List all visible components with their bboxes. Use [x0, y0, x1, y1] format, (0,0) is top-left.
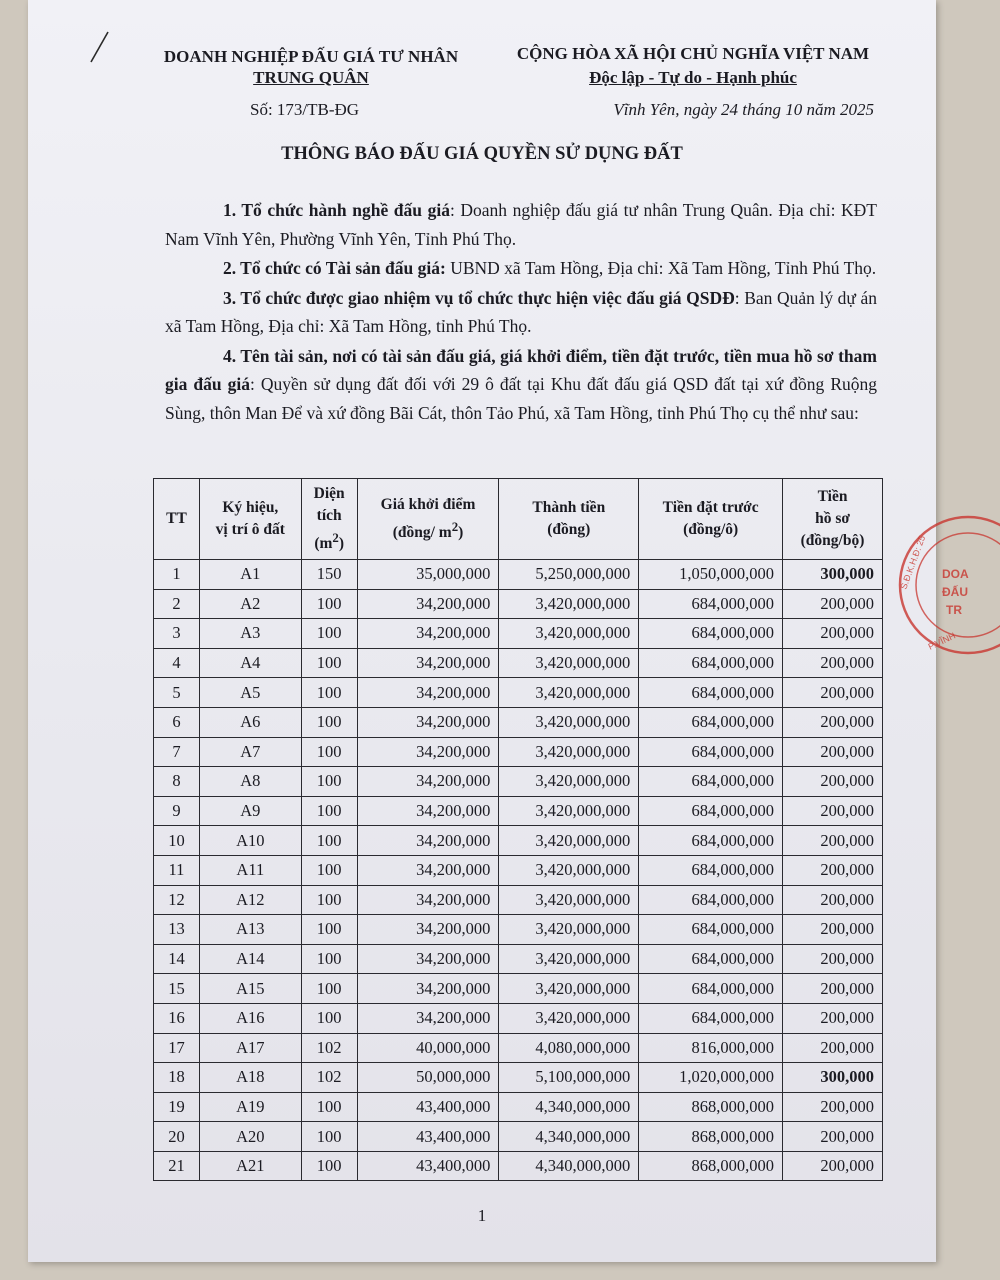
cell-deposit: 868,000,000 [639, 1151, 783, 1181]
cell-code: A9 [199, 796, 301, 826]
cell-tt: 7 [154, 737, 200, 767]
cell-area: 100 [301, 826, 357, 856]
cell-code: A13 [199, 915, 301, 945]
cell-deposit: 684,000,000 [639, 885, 783, 915]
cell-deposit: 868,000,000 [639, 1092, 783, 1122]
cell-total: 4,340,000,000 [499, 1151, 639, 1181]
cell-area: 100 [301, 1003, 357, 1033]
cell-code: A4 [199, 648, 301, 678]
cell-area: 102 [301, 1033, 357, 1063]
section-2: 2. Tổ chức có Tài sản đấu giá: UBND xã Tam Hồng, Địa chỉ: Xã Tam Hồng, Tỉnh Phú Thọ. [223, 258, 877, 278]
cell-tt: 15 [154, 974, 200, 1004]
cell-area: 100 [301, 707, 357, 737]
organization-name-line2: TRUNG QUÂN [253, 68, 369, 87]
cell-total: 3,420,000,000 [499, 648, 639, 678]
cell-code: A6 [199, 707, 301, 737]
organization-name: DOANH NGHIỆP ĐẤU GIÁ TƯ NHÂN [163, 47, 459, 66]
cell-total: 3,420,000,000 [499, 885, 639, 915]
cell-deposit: 684,000,000 [639, 826, 783, 856]
cell-fee: 200,000 [783, 974, 883, 1004]
cell-tt: 18 [154, 1063, 200, 1093]
cell-code: A1 [199, 560, 301, 590]
cell-start-price: 34,200,000 [357, 944, 499, 974]
cell-tt: 14 [154, 944, 200, 974]
cell-area: 100 [301, 944, 357, 974]
cell-tt: 6 [154, 707, 200, 737]
cell-code: A2 [199, 589, 301, 619]
cell-area: 100 [301, 648, 357, 678]
table-row [154, 974, 883, 1004]
cell-fee: 200,000 [783, 678, 883, 708]
cell-start-price: 35,000,000 [357, 560, 499, 590]
section-4: 4. Tên tài sản, nơi có tài sản đấu giá, giá khởi điểm, tiền đặt trước, tiền mua hồ sơ tham gia đấu giá: Quyền sử dụng đất đối với 29 ô đất tại Khu đất đấu giá QSD đất tại xứ đồng Ruộng Sùng, thôn Man Để và xứ đồng Bãi Cát, thôn Tảo Phú, xã Tam Hồng, tỉnh Phú Thọ cụ thể như sau: [165, 345, 877, 423]
cell-area: 100 [301, 796, 357, 826]
cell-fee: 200,000 [783, 915, 883, 945]
table-row [154, 855, 883, 885]
cell-code: A17 [199, 1033, 301, 1063]
cell-deposit: 684,000,000 [639, 589, 783, 619]
cell-start-price: 34,200,000 [357, 648, 499, 678]
table-row [154, 678, 883, 708]
cell-deposit: 1,020,000,000 [639, 1063, 783, 1093]
cell-fee: 200,000 [783, 1033, 883, 1063]
cell-start-price: 50,000,000 [357, 1063, 499, 1093]
table-row [154, 560, 883, 590]
cell-tt: 2 [154, 589, 200, 619]
cell-fee: 200,000 [783, 619, 883, 649]
svg-text:P.VĨNH: P.VĨNH [926, 630, 958, 652]
table-row [154, 1033, 883, 1063]
cell-tt: 20 [154, 1122, 200, 1152]
svg-text:S.Đ.K.H.Đ: 25: S.Đ.K.H.Đ: 25 [898, 534, 928, 591]
cell-fee: 200,000 [783, 855, 883, 885]
cell-deposit: 1,050,000,000 [639, 560, 783, 590]
svg-text:DOA: DOA [942, 567, 969, 581]
document-title: THÔNG BÁO ĐẤU GIÁ QUYỀN SỬ DỤNG ĐẤT [281, 144, 683, 164]
cell-area: 100 [301, 589, 357, 619]
cell-code: A7 [199, 737, 301, 767]
cell-tt: 19 [154, 1092, 200, 1122]
place-date: Vĩnh Yên, ngày 24 tháng 10 năm 2025 [613, 100, 874, 119]
cell-tt: 8 [154, 767, 200, 797]
cell-total: 4,340,000,000 [499, 1122, 639, 1152]
cell-fee: 200,000 [783, 648, 883, 678]
table-body [154, 560, 883, 1181]
organization-header [138, 46, 484, 88]
col-header-tt: TT [154, 479, 200, 560]
cell-tt: 1 [154, 560, 200, 590]
section-3: 3. Tổ chức được giao nhiệm vụ tổ chức thực hiện việc đấu giá QSDĐ: Ban Quản lý dự án xã Tam Hồng, Địa chỉ: Xã Tam Hồng, tỉnh Phú Thọ. [165, 287, 877, 336]
cell-code: A16 [199, 1003, 301, 1033]
cell-tt: 16 [154, 1003, 200, 1033]
cell-start-price: 34,200,000 [357, 915, 499, 945]
cell-total: 3,420,000,000 [499, 589, 639, 619]
cell-tt: 21 [154, 1151, 200, 1181]
cell-fee: 200,000 [783, 767, 883, 797]
table-row [154, 589, 883, 619]
cell-total: 3,420,000,000 [499, 915, 639, 945]
col-header-total: Thành tiền (đồng) [499, 479, 639, 560]
cell-start-price: 34,200,000 [357, 1003, 499, 1033]
cell-fee: 200,000 [783, 707, 883, 737]
cell-deposit: 684,000,000 [639, 767, 783, 797]
cell-start-price: 34,200,000 [357, 826, 499, 856]
table-row [154, 648, 883, 678]
cell-start-price: 34,200,000 [357, 619, 499, 649]
cell-fee: 200,000 [783, 944, 883, 974]
cell-code: A20 [199, 1122, 301, 1152]
cell-total: 3,420,000,000 [499, 707, 639, 737]
cell-start-price: 34,200,000 [357, 855, 499, 885]
cell-code: A10 [199, 826, 301, 856]
cell-total: 3,420,000,000 [499, 974, 639, 1004]
table-row [154, 915, 883, 945]
cell-deposit: 684,000,000 [639, 1003, 783, 1033]
document-page [28, 0, 969, 1262]
cell-deposit: 684,000,000 [639, 619, 783, 649]
cell-code: A14 [199, 944, 301, 974]
table-row [154, 1092, 883, 1122]
cell-start-price: 43,400,000 [357, 1151, 499, 1181]
cell-total: 4,080,000,000 [499, 1033, 639, 1063]
land-plot-table [153, 478, 883, 1181]
cell-code: A3 [199, 619, 301, 649]
cell-area: 100 [301, 737, 357, 767]
national-title: CỘNG HÒA XÃ HỘI CHỦ NGHĨA VIỆT NAM [516, 44, 870, 63]
cell-code: A5 [199, 678, 301, 708]
svg-text:ĐẤU: ĐẤU [942, 585, 968, 599]
col-header-deposit: Tiền đặt trước (đồng/ô) [639, 479, 783, 560]
svg-text:TR: TR [946, 603, 962, 617]
cell-start-price: 34,200,000 [357, 796, 499, 826]
cell-tt: 5 [154, 678, 200, 708]
cell-code: A11 [199, 855, 301, 885]
cell-total: 3,420,000,000 [499, 796, 639, 826]
cell-start-price: 34,200,000 [357, 974, 499, 1004]
cell-total: 3,420,000,000 [499, 826, 639, 856]
cell-fee: 200,000 [783, 1151, 883, 1181]
cell-tt: 10 [154, 826, 200, 856]
col-header-area: Diện tích $(m^2)$ [301, 479, 357, 560]
national-motto: Độc lập - Tự do - Hạnh phúc [589, 68, 797, 87]
cell-deposit: 684,000,000 [639, 707, 783, 737]
col-header-start-price: Giá khởi điểm (đồng/ $m^2$) [357, 479, 499, 560]
cell-start-price: 34,200,000 [357, 678, 499, 708]
cell-area: 100 [301, 915, 357, 945]
table-header-row [154, 479, 883, 560]
pen-stroke-mark [88, 30, 110, 64]
cell-deposit: 684,000,000 [639, 974, 783, 1004]
cell-start-price: 34,200,000 [357, 885, 499, 915]
cell-start-price: 34,200,000 [357, 589, 499, 619]
table-row [154, 1063, 883, 1093]
cell-code: A21 [199, 1151, 301, 1181]
cell-deposit: 684,000,000 [639, 737, 783, 767]
cell-total: 3,420,000,000 [499, 678, 639, 708]
cell-tt: 13 [154, 915, 200, 945]
cell-code: A12 [199, 885, 301, 915]
cell-area: 100 [301, 1122, 357, 1152]
table-row [154, 885, 883, 915]
cell-start-price: 40,000,000 [357, 1033, 499, 1063]
cell-total: 3,420,000,000 [499, 619, 639, 649]
table-row [154, 707, 883, 737]
cell-fee: 200,000 [783, 1092, 883, 1122]
cell-total: 4,340,000,000 [499, 1092, 639, 1122]
cell-deposit: 684,000,000 [639, 648, 783, 678]
cell-total: 3,420,000,000 [499, 944, 639, 974]
cell-deposit: 684,000,000 [639, 796, 783, 826]
cell-fee: 200,000 [783, 589, 883, 619]
cell-code: A15 [199, 974, 301, 1004]
cell-fee: 200,000 [783, 885, 883, 915]
cell-tt: 11 [154, 855, 200, 885]
cell-start-price: 34,200,000 [357, 767, 499, 797]
cell-total: 3,420,000,000 [499, 1003, 639, 1033]
cell-deposit: 684,000,000 [639, 855, 783, 885]
cell-area: 100 [301, 619, 357, 649]
cell-deposit: 684,000,000 [639, 678, 783, 708]
table-row [154, 767, 883, 797]
cell-tt: 4 [154, 648, 200, 678]
cell-code: A8 [199, 767, 301, 797]
table-row [154, 737, 883, 767]
col-header-code: Ký hiệu, vị trí ô đất [199, 479, 301, 560]
table-row [154, 1003, 883, 1033]
cell-start-price: 34,200,000 [357, 707, 499, 737]
cell-fee: 200,000 [783, 826, 883, 856]
table-row [154, 1151, 883, 1181]
cell-area: 100 [301, 974, 357, 1004]
cell-fee: 200,000 [783, 1122, 883, 1152]
cell-total: 5,100,000,000 [499, 1063, 639, 1093]
page-number: 1 [477, 1206, 487, 1225]
cell-start-price: 43,400,000 [357, 1092, 499, 1122]
cell-fee: 300,000 [783, 1063, 883, 1093]
cell-start-price: 34,200,000 [357, 737, 499, 767]
cell-fee: 200,000 [783, 796, 883, 826]
cell-deposit: 868,000,000 [639, 1122, 783, 1152]
cell-fee: 200,000 [783, 1003, 883, 1033]
table-row [154, 1122, 883, 1152]
cell-area: 100 [301, 885, 357, 915]
table-row [154, 796, 883, 826]
document-number: Số: 173/TB-ĐG [250, 100, 360, 119]
table-row [154, 826, 883, 856]
cell-area: 150 [301, 560, 357, 590]
red-seal-stamp [890, 500, 1000, 670]
cell-tt: 3 [154, 619, 200, 649]
cell-fee: 200,000 [783, 737, 883, 767]
table-row [154, 944, 883, 974]
national-header [488, 42, 898, 90]
cell-area: 100 [301, 678, 357, 708]
section-1: 1. Tổ chức hành nghề đấu giá: Doanh nghiệp đấu giá tư nhân Trung Quân. Địa chỉ: KĐT Nam Vĩnh Yên, Phường Vĩnh Yên, Tỉnh Phú Thọ. [165, 200, 878, 249]
cell-total: 3,420,000,000 [499, 737, 639, 767]
cell-area: 100 [301, 767, 357, 797]
cell-area: 102 [301, 1063, 357, 1093]
cell-total: 3,420,000,000 [499, 855, 639, 885]
cell-deposit: 684,000,000 [639, 944, 783, 974]
cell-start-price: 43,400,000 [357, 1122, 499, 1152]
cell-area: 100 [301, 1151, 357, 1181]
cell-deposit: 816,000,000 [639, 1033, 783, 1063]
cell-deposit: 684,000,000 [639, 915, 783, 945]
cell-tt: 12 [154, 885, 200, 915]
col-header-fee: Tiền hồ sơ (đồng/bộ) [783, 479, 883, 560]
cell-area: 100 [301, 1092, 357, 1122]
cell-code: A18 [199, 1063, 301, 1093]
cell-code: A19 [199, 1092, 301, 1122]
document-body [165, 196, 877, 428]
cell-tt: 9 [154, 796, 200, 826]
cell-tt: 17 [154, 1033, 200, 1063]
cell-fee: 300,000 [783, 560, 883, 590]
cell-total: 5,250,000,000 [499, 560, 639, 590]
cell-total: 3,420,000,000 [499, 767, 639, 797]
table-row [154, 619, 883, 649]
cell-area: 100 [301, 855, 357, 885]
